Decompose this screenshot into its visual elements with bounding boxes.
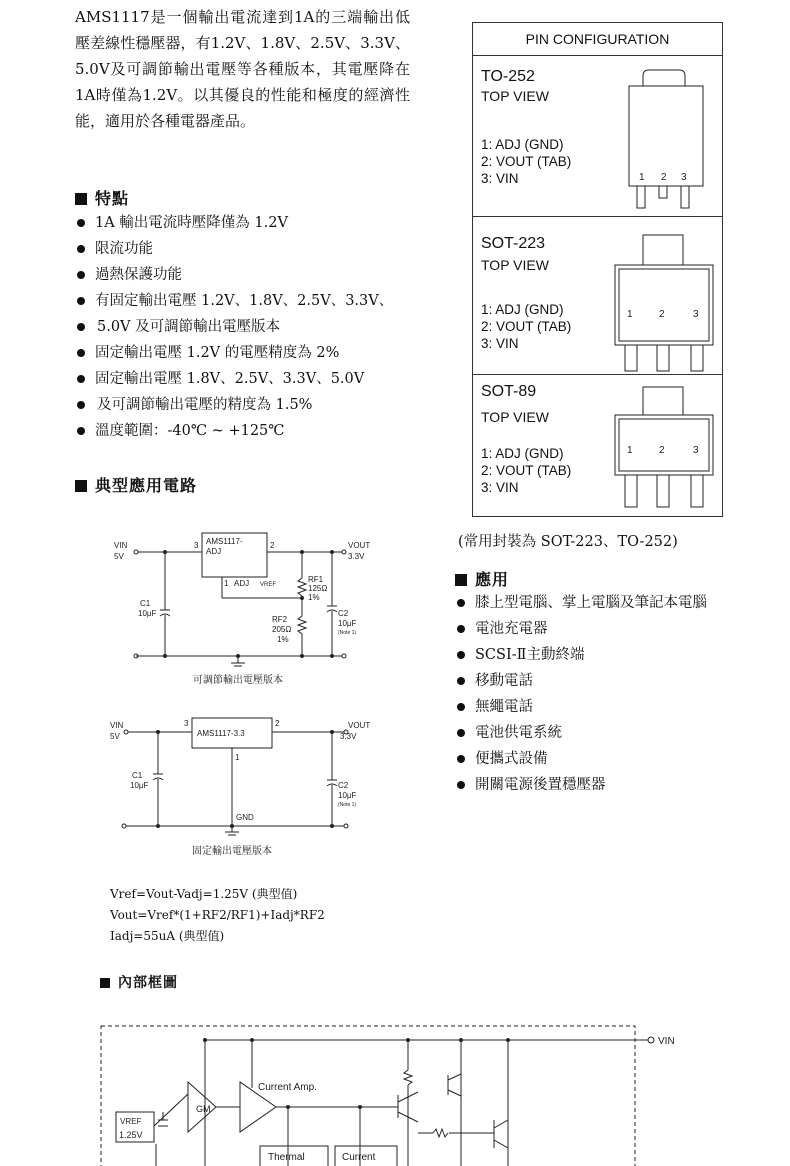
intro-paragraph: AMS1117是一個輸出電流達到1A的三端輸出低壓差線性穩壓器，有1.2V、1.8V、2.5V、3.3V、5.0V及可調節輸出電壓等各種版本，其電壓降在1A時僅為1.2V。以其優良的性能和極度的經濟性能，適用於各種電器產品。 (75, 8, 410, 130)
svg-text:C2: C2 (338, 609, 349, 618)
formula-line: Vref=Vout-Vadj=1.25V (典型值) (110, 887, 298, 901)
svg-text:C1: C1 (132, 771, 143, 780)
vin-label: VIN (658, 1036, 675, 1047)
adjustable-caption: 可調節輸出電壓版本 (193, 675, 283, 686)
svg-text:3: 3 (194, 541, 199, 550)
list-item: 限流功能 (75, 236, 415, 262)
block-heading: 內部框圖 (100, 972, 178, 992)
svg-text:1%: 1% (277, 635, 289, 644)
svg-text:3: 3 (693, 445, 699, 456)
svg-text:VREF: VREF (120, 1117, 142, 1126)
vout-label: VOUT (348, 541, 370, 550)
sot223-package-icon (613, 229, 717, 374)
svg-text:2: 2 (270, 541, 275, 550)
svg-text:1: 1 (235, 753, 240, 762)
package-note: (常用封裝為 SOT-223、TO-252) (458, 534, 678, 550)
gm-label: GM (196, 1104, 211, 1114)
list-item-continued: 5.0V 及可調節輸出電壓版本 (75, 314, 415, 340)
svg-text:RF2: RF2 (272, 615, 288, 624)
applications-heading: 應用 (455, 567, 509, 590)
svg-text:3: 3 (681, 172, 687, 183)
sot89-package-icon (613, 383, 717, 513)
svg-text:10μF: 10μF (130, 781, 149, 790)
package-sot89 (473, 375, 722, 516)
svg-text:RF1: RF1 (308, 575, 324, 584)
svg-text:(Note 1): (Note 1) (338, 802, 357, 808)
formula-line: Vout=Vref*(1+RF2/RF1)+Iadj*RF2 (110, 908, 325, 922)
package-pin-list: 1: ADJ (GND) 2: VOUT (TAB) 3: VIN (481, 302, 572, 351)
fixed-caption: 固定輸出電壓版本 (192, 846, 272, 857)
vout-label: VOUT (348, 721, 370, 730)
list-item: SCSI-Ⅱ主動終端 (455, 642, 785, 668)
list-item: 移動電話 (455, 668, 785, 694)
thermal-label: Thermal (268, 1152, 305, 1163)
svg-text:3.3V: 3.3V (340, 732, 357, 741)
list-item: 1A 輸出電流時壓降僅為 1.2V (75, 210, 415, 236)
list-item: 電池供電系統 (455, 720, 785, 746)
list-item: 開關電源後置穩壓器 (455, 772, 785, 798)
svg-text:2: 2 (659, 445, 665, 456)
svg-text:C2: C2 (338, 781, 349, 790)
svg-text:5V: 5V (110, 732, 120, 741)
list-item: 電池充電器 (455, 616, 785, 642)
pin-configuration-box (472, 22, 723, 517)
package-name: TO-252 (481, 68, 535, 85)
svg-text:ADJ: ADJ (234, 579, 250, 588)
svg-text:205Ω: 205Ω (272, 625, 292, 634)
svg-text:GND: GND (236, 813, 254, 822)
chip-boundary (101, 1026, 635, 1166)
svg-text:1: 1 (639, 172, 645, 183)
svg-text:10μF: 10μF (338, 619, 357, 628)
package-name: SOT-89 (481, 383, 537, 400)
svg-text:ADJ: ADJ (206, 547, 222, 556)
current-amp-label: Current Amp. (258, 1082, 317, 1093)
internal-block-diagram (98, 1020, 690, 1166)
list-item: 有固定輸出電壓 1.2V、1.8V、2.5V、3.3V、 (75, 288, 415, 314)
list-item: 固定輸出電壓 1.8V、2.5V、3.3V、5.0V (75, 366, 415, 392)
package-to252 (473, 56, 722, 217)
vin-label: VIN (110, 721, 124, 730)
vin-label: VIN (114, 541, 128, 550)
features-list (75, 210, 415, 444)
square-bullet-icon (455, 574, 467, 586)
list-item: 固定輸出電壓 1.2V 的電壓精度為 2% (75, 340, 415, 366)
svg-text:VREF: VREF (260, 582, 277, 588)
square-bullet-icon (75, 480, 87, 492)
svg-text:(Note 1): (Note 1) (338, 630, 357, 636)
typical-heading: 典型應用電路 (75, 473, 197, 496)
list-item-continued: 及可調節輸出電壓的精度為 1.5% (75, 392, 415, 418)
package-sot223 (473, 217, 722, 375)
list-item: 便攜式設備 (455, 746, 785, 772)
svg-text:1.25V: 1.25V (119, 1130, 143, 1140)
pin-config-title: PIN CONFIGURATION (473, 23, 722, 56)
package-pin-list: 1: ADJ (GND) 2: VOUT (TAB) 3: VIN (481, 446, 572, 495)
applications-list (455, 590, 785, 798)
svg-text:1: 1 (627, 445, 633, 456)
svg-text:10μF: 10μF (138, 609, 157, 618)
svg-text:3: 3 (693, 309, 699, 320)
package-view: TOP VIEW (481, 409, 549, 425)
formula-line: Iadj=55uA (典型值) (110, 929, 225, 943)
square-bullet-icon (100, 978, 110, 988)
package-pin-list: 1: ADJ (GND) 2: VOUT (TAB) 3: VIN (481, 137, 572, 186)
list-item: 無繩電話 (455, 694, 785, 720)
formula-block (110, 884, 325, 947)
list-item: 溫度範圍：-40℃ ~ +125℃ (75, 418, 415, 444)
package-view: TOP VIEW (481, 257, 549, 273)
features-heading: 特點 (75, 186, 129, 209)
svg-text:1: 1 (627, 309, 633, 320)
square-bullet-icon (75, 193, 87, 205)
svg-text:125Ω: 125Ω (308, 584, 328, 593)
svg-text:AMS1117-3.3: AMS1117-3.3 (197, 729, 245, 738)
svg-text:1: 1 (224, 579, 229, 588)
svg-text:10μF: 10μF (338, 791, 357, 800)
svg-text:5V: 5V (114, 552, 124, 561)
to252-package-icon (623, 64, 713, 214)
package-view: TOP VIEW (481, 88, 549, 104)
current-label: Current (342, 1152, 376, 1163)
adjustable-circuit-diagram (110, 528, 370, 693)
svg-text:2: 2 (659, 309, 665, 320)
svg-text:C1: C1 (140, 599, 151, 608)
svg-text:2: 2 (661, 172, 667, 183)
svg-text:3: 3 (184, 719, 189, 728)
svg-text:1%: 1% (308, 593, 320, 602)
svg-text:3.3V: 3.3V (348, 552, 365, 561)
fixed-circuit-diagram (110, 708, 370, 863)
package-name: SOT-223 (481, 235, 546, 252)
svg-text:AMS1117-: AMS1117- (206, 537, 243, 546)
list-item: 過熱保護功能 (75, 262, 415, 288)
list-item: 膝上型電腦、掌上電腦及筆記本電腦 (455, 590, 785, 616)
svg-text:2: 2 (275, 719, 280, 728)
